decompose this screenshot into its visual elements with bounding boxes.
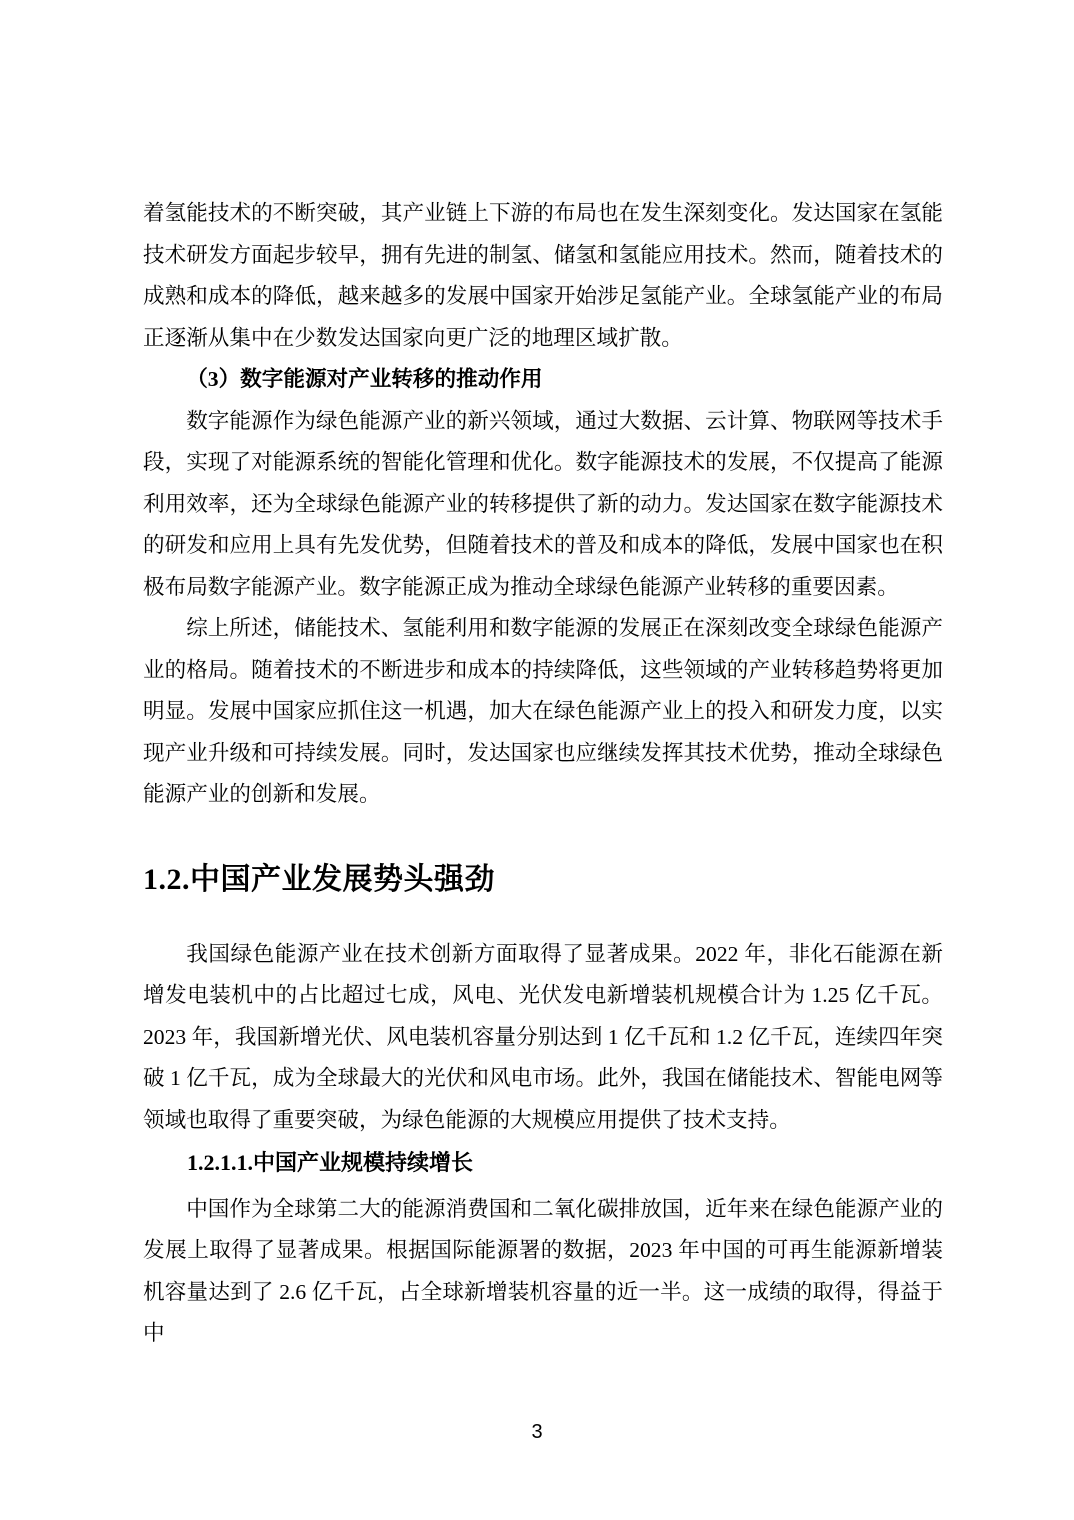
paragraph-summary: 综上所述，储能技术、氢能利用和数字能源的发展正在深刻改变全球绿色能源产业的格局。随着技术的不断进步和成本的持续降低，这些领域的产业转移趋势将更加明显。发展中国家应抓住这一机遇，加大在绿色能源产业上的投入和研发力度，以实现产业升级和可持续发展。同时，发达国家也应继续发挥其技术优势，推动全球绿色能源产业的创新和发展。 [143, 616, 943, 806]
page-number: 3 [531, 1421, 543, 1443]
paragraph-hydrogen-industry: 着氢能技术的不断突破，其产业链上下游的布局也在发生深刻变化。发达国家在氢能技术研发方面起步较早，拥有先进的制氢、储氢和氢能应用技术。然而，随着技术的成熟和成本的降低，越来越多的发展中国家开始涉足氢能产业。全球氢能产业的布局正逐渐从集中在少数发达国家向更广泛的地理区域扩散。 [143, 201, 943, 350]
paragraph-china-achievements: 我国绿色能源产业在技术创新方面取得了显著成果。2022 年，非化石能源在新增发电装机中的占比超过七成，风电、光伏发电新增装机规模合计为 1.25 亿千瓦。2023 年，我国新增光伏、风电装机容量分别达到 1 亿千瓦和 1.2 亿千瓦，连续四年突破 1 亿千瓦，成为全球最大的光伏和风电市场。此外，我国在储能技术、智能电网等领域也取得了重要突破，为绿色能源的大规模应用提供了技术支持。 [143, 941, 943, 1132]
paragraph-digital-energy: 数字能源作为绿色能源产业的新兴领域，通过大数据、云计算、物联网等技术手段，实现了对能源系统的智能化管理和优化。数字能源技术的发展，不仅提高了能源利用效率，还为全球绿色能源产业的转移提供了新的动力。发达国家在数字能源技术的研发和应用上具有先发优势，但随着技术的普及和成本的降低，发展中国家也在积极布局数字能源产业。数字能源正成为推动全球绿色能源产业转移的重要因素。 [143, 408, 943, 599]
list-heading-digital-energy: （3）数字能源对产业转移的推动作用 [186, 367, 543, 391]
section-heading-1-2: 1.2.中国产业发展势头强劲 [143, 862, 495, 896]
subsection-heading-1-2-1-1: 1.2.1.1.中国产业规模持续增长 [187, 1150, 474, 1175]
paragraph-china-scale-growth: 中国作为全球第二大的能源消费国和二氧化碳排放国，近年来在绿色能源产业的发展上取得了显著成果。根据国际能源署的数据，2023 年中国的可再生能源新增装机容量达到了 2.6 亿千瓦，占全球新增装机容量的近一半。这一成绩的取得，得益于中 [143, 1196, 943, 1345]
page-body [143, 193, 943, 1355]
